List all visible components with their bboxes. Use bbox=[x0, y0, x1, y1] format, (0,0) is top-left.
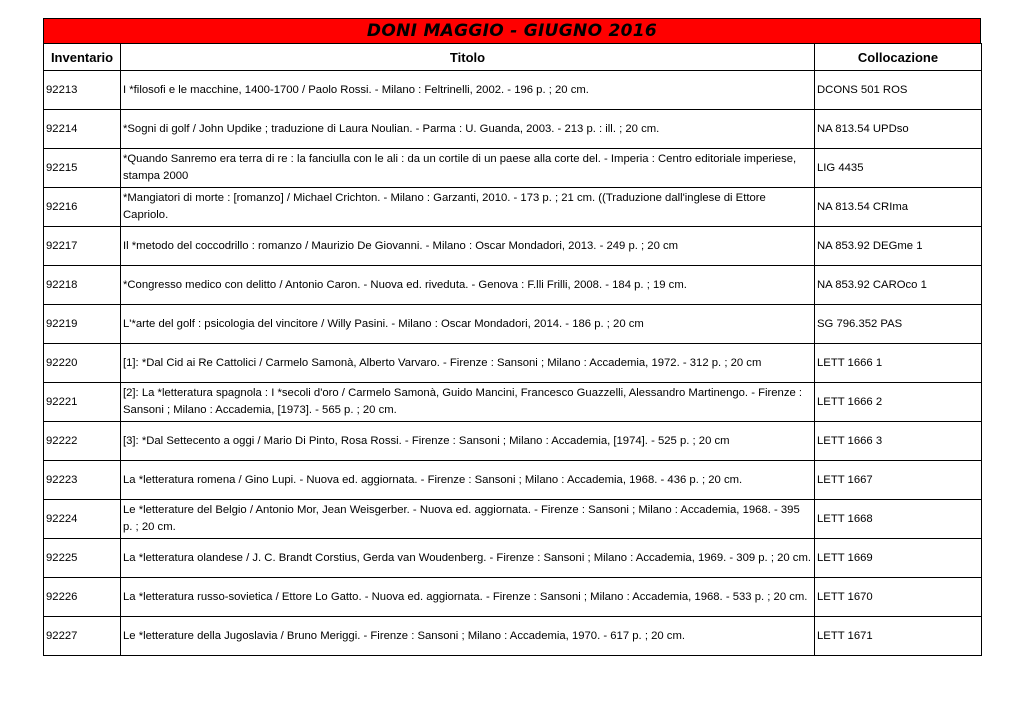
cell-collocazione: LETT 1666 2 bbox=[815, 383, 982, 422]
table-row bbox=[44, 578, 982, 617]
table-row bbox=[44, 227, 982, 266]
cell-titolo: La *letteratura russo-sovietica / Ettore Lo Gatto. - Nuova ed. aggiornata. - Firenze : Sansoni ; Milano : Accademia, 1968. - 533 p. ; 20 cm. bbox=[121, 578, 815, 617]
cell-inventario: 92220 bbox=[44, 344, 121, 383]
cell-collocazione: LETT 1666 1 bbox=[815, 344, 982, 383]
table-row bbox=[44, 149, 982, 188]
title-banner bbox=[43, 18, 981, 43]
cell-inventario: 92214 bbox=[44, 110, 121, 149]
cell-collocazione: NA 813.54 UPDso bbox=[815, 110, 982, 149]
header-collocazione: Collocazione bbox=[815, 44, 982, 71]
page-title: DONI MAGGIO - GIUGNO 2016 bbox=[366, 21, 658, 41]
donations-table bbox=[43, 43, 982, 656]
table-row bbox=[44, 344, 982, 383]
cell-titolo: *Mangiatori di morte : [romanzo] / Michael Crichton. - Milano : Garzanti, 2010. - 173 p. ; 21 cm. ((Traduzione dall'inglese di Ettore Capriolo. bbox=[121, 188, 815, 227]
cell-inventario: 92218 bbox=[44, 266, 121, 305]
cell-collocazione: NA 813.54 CRIma bbox=[815, 188, 982, 227]
cell-inventario: 92215 bbox=[44, 149, 121, 188]
cell-titolo: *Sogni di golf / John Updike ; traduzione di Laura Noulian. - Parma : U. Guanda, 2003. - 213 p. : ill. ; 20 cm. bbox=[121, 110, 815, 149]
cell-inventario: 92213 bbox=[44, 71, 121, 110]
cell-collocazione: LIG 4435 bbox=[815, 149, 982, 188]
table-row bbox=[44, 266, 982, 305]
cell-collocazione: LETT 1669 bbox=[815, 539, 982, 578]
cell-inventario: 92216 bbox=[44, 188, 121, 227]
donations-sheet bbox=[43, 18, 981, 656]
table-row bbox=[44, 617, 982, 656]
cell-collocazione: LETT 1671 bbox=[815, 617, 982, 656]
cell-titolo: [3]: *Dal Settecento a oggi / Mario Di Pinto, Rosa Rossi. - Firenze : Sansoni ; Milano : Accademia, [1974]. - 525 p. ; 20 cm bbox=[121, 422, 815, 461]
cell-collocazione: LETT 1667 bbox=[815, 461, 982, 500]
cell-titolo: [1]: *Dal Cid ai Re Cattolici / Carmelo Samonà, Alberto Varvaro. - Firenze : Sansoni ; Milano : Accademia, 1972. - 312 p. ; 20 cm bbox=[121, 344, 815, 383]
cell-titolo: Le *letterature del Belgio / Antonio Mor, Jean Weisgerber. - Nuova ed. aggiornata. - Firenze : Sansoni ; Milano : Accademia, 1968. - 395 p. ; 20 cm. bbox=[121, 500, 815, 539]
cell-inventario: 92226 bbox=[44, 578, 121, 617]
cell-collocazione: NA 853.92 DEGme 1 bbox=[815, 227, 982, 266]
cell-titolo: I *filosofi e le macchine, 1400-1700 / Paolo Rossi. - Milano : Feltrinelli, 2002. - 196 p. ; 20 cm. bbox=[121, 71, 815, 110]
table-row bbox=[44, 539, 982, 578]
cell-collocazione: NA 853.92 CAROco 1 bbox=[815, 266, 982, 305]
cell-inventario: 92222 bbox=[44, 422, 121, 461]
cell-collocazione: LETT 1668 bbox=[815, 500, 982, 539]
table-row bbox=[44, 422, 982, 461]
table-row bbox=[44, 500, 982, 539]
cell-titolo: Le *letterature della Jugoslavia / Bruno Meriggi. - Firenze : Sansoni ; Milano : Accademia, 1970. - 617 p. ; 20 cm. bbox=[121, 617, 815, 656]
cell-inventario: 92224 bbox=[44, 500, 121, 539]
header-inventario: Inventario bbox=[44, 44, 121, 71]
header-titolo: Titolo bbox=[121, 44, 815, 71]
cell-inventario: 92219 bbox=[44, 305, 121, 344]
cell-inventario: 92227 bbox=[44, 617, 121, 656]
cell-titolo: [2]: La *letteratura spagnola : I *secoli d'oro / Carmelo Samonà, Guido Mancini, Francesco Guazzelli, Alessandro Martinengo. - Firenze : Sansoni ; Milano : Accademia, [1973]. - 565 p. ; 20 cm. bbox=[121, 383, 815, 422]
cell-collocazione: SG 796.352 PAS bbox=[815, 305, 982, 344]
cell-collocazione: LETT 1670 bbox=[815, 578, 982, 617]
cell-titolo: La *letteratura olandese / J. C. Brandt Corstius, Gerda van Woudenberg. - Firenze : Sansoni ; Milano : Accademia, 1969. - 309 p. ; 20 cm. bbox=[121, 539, 815, 578]
cell-inventario: 92225 bbox=[44, 539, 121, 578]
cell-titolo: Il *metodo del coccodrillo : romanzo / Maurizio De Giovanni. - Milano : Oscar Mondadori, 2013. - 249 p. ; 20 cm bbox=[121, 227, 815, 266]
table-row bbox=[44, 188, 982, 227]
cell-titolo: *Congresso medico con delitto / Antonio Caron. - Nuova ed. riveduta. - Genova : F.lli Frilli, 2008. - 184 p. ; 19 cm. bbox=[121, 266, 815, 305]
table-row bbox=[44, 110, 982, 149]
cell-collocazione: LETT 1666 3 bbox=[815, 422, 982, 461]
cell-titolo: La *letteratura romena / Gino Lupi. - Nuova ed. aggiornata. - Firenze : Sansoni ; Milano : Accademia, 1968. - 436 p. ; 20 cm. bbox=[121, 461, 815, 500]
table-row bbox=[44, 305, 982, 344]
table-body bbox=[44, 71, 982, 656]
cell-collocazione: DCONS 501 ROS bbox=[815, 71, 982, 110]
table-row bbox=[44, 383, 982, 422]
cell-titolo: *Quando Sanremo era terra di re : la fanciulla con le ali : da un cortile di un paese alla corte del. - Imperia : Centro editoriale imperiese, stampa 2000 bbox=[121, 149, 815, 188]
cell-inventario: 92223 bbox=[44, 461, 121, 500]
table-row bbox=[44, 461, 982, 500]
header-row bbox=[44, 44, 982, 71]
cell-titolo: L'*arte del golf : psicologia del vincitore / Willy Pasini. - Milano : Oscar Mondadori, 2014. - 186 p. ; 20 cm bbox=[121, 305, 815, 344]
cell-inventario: 92221 bbox=[44, 383, 121, 422]
cell-inventario: 92217 bbox=[44, 227, 121, 266]
table-row bbox=[44, 71, 982, 110]
